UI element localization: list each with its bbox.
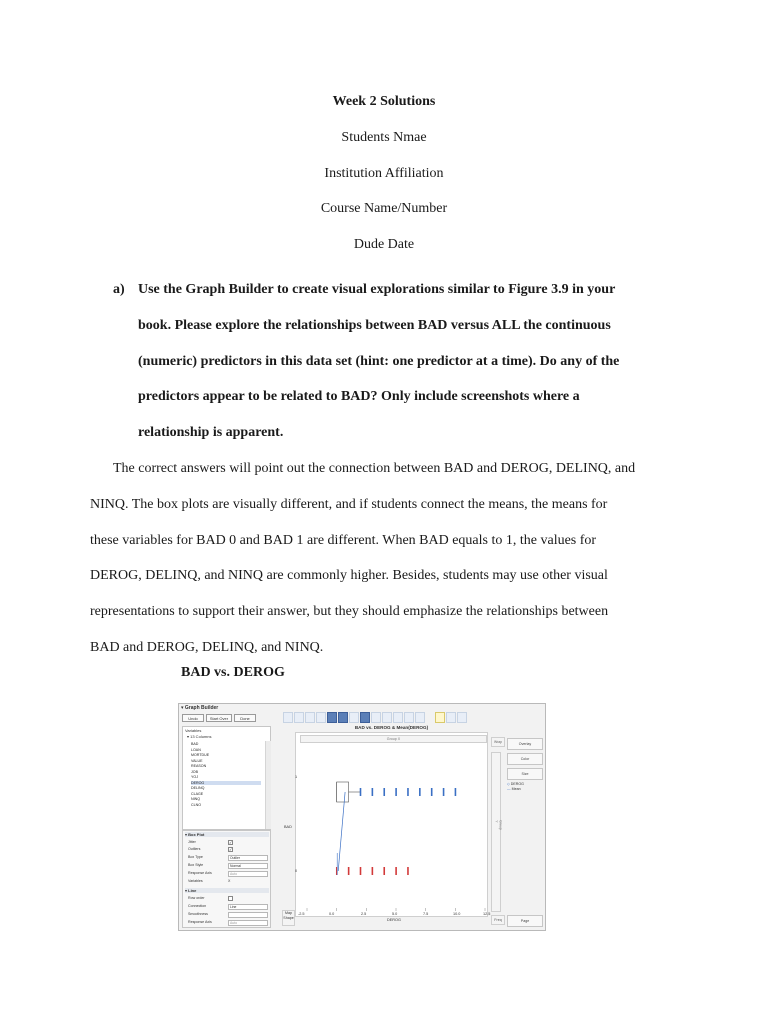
option-label: Connection	[188, 904, 207, 908]
window-title: ▾ Graph Builder	[181, 705, 219, 711]
column-item[interactable]: LOAN	[191, 747, 201, 752]
map-shape-zone[interactable]: Map Shape	[282, 910, 295, 926]
connection-select[interactable]: Line	[228, 904, 268, 910]
answer-line: DEROG, DELINQ, and NINQ are commonly higher. Besides, students may use other visual	[90, 568, 608, 584]
jitter-point	[395, 788, 397, 796]
size-button[interactable]: Size	[507, 768, 543, 780]
jitter-point	[383, 867, 385, 875]
option-label: Response Axis	[188, 871, 212, 875]
student-name: Students Nmae	[341, 130, 427, 145]
answer-line: these variables for BAD 0 and BAD 1 are different. When BAD equals to 1, the values for	[90, 532, 597, 548]
jitter-point	[407, 867, 409, 875]
course: Course Name/Number	[320, 201, 448, 216]
answer-line: BAD and DEROG, DELINQ, and NINQ.	[90, 639, 324, 655]
jitter-point	[348, 867, 350, 875]
y-tick-label: 1	[295, 775, 298, 779]
option-label: Box Style	[188, 863, 204, 867]
jitter-point	[431, 788, 433, 796]
institution: Institution Affiliation	[324, 166, 444, 181]
answer-line: NINQ. The box plots are visually different, and if students connect the means, the means for	[90, 496, 608, 512]
column-item[interactable]: CLNO	[191, 802, 201, 807]
column-item[interactable]: REASON	[191, 764, 207, 768]
jitter-point	[360, 867, 362, 875]
option-label: Outliers	[188, 847, 201, 851]
due-date: Dude Date	[353, 237, 415, 252]
column-item[interactable]: NINQ	[191, 797, 200, 801]
done-button[interactable]: Done	[234, 714, 256, 722]
page-button[interactable]: Page	[507, 915, 543, 927]
overlay-button[interactable]: Overlay	[507, 738, 543, 750]
jitter-point	[407, 788, 409, 796]
jitter-point	[443, 788, 445, 796]
y-axis-label: BAD	[284, 825, 292, 829]
column-item[interactable]: JOB	[191, 769, 198, 774]
box-plot-section[interactable]: ▾ Box Plot	[185, 832, 269, 837]
start-over-button[interactable]: Start Over	[206, 714, 232, 722]
page-title: Week 2 Solutions	[332, 94, 436, 109]
figure-caption: BAD vs. DEROG	[181, 665, 285, 680]
column-item[interactable]: CLAGE	[191, 791, 204, 796]
group-y-zone[interactable]: Group Y	[491, 752, 501, 912]
column-item[interactable]: DELINQ	[191, 786, 205, 790]
column-item[interactable]: BAD	[191, 742, 199, 746]
column-item[interactable]: YOJ	[191, 775, 198, 779]
jitter-point	[383, 788, 385, 796]
response-axis-select[interactable]: Auto	[228, 871, 268, 877]
option-label: Jitter	[188, 840, 196, 844]
jitter-point	[360, 788, 362, 796]
question-marker: a)	[113, 282, 125, 297]
color-button[interactable]: Color	[507, 753, 543, 765]
undo-button[interactable]: Undo	[182, 714, 204, 722]
option-label: Smoothness	[188, 912, 208, 916]
jitter-point	[395, 867, 397, 875]
outliers-checkbox[interactable]: ✓	[229, 847, 233, 852]
x-tick-label: -2.5	[298, 912, 305, 916]
x-tick-label: 12.5	[483, 912, 491, 916]
answer-paragraph	[90, 451, 690, 666]
y-tick-label: 0	[295, 869, 298, 873]
option-label: Box Type	[188, 855, 203, 859]
box-style-select[interactable]: Normal	[228, 863, 268, 869]
column-item-selected[interactable]: DEROG	[191, 781, 261, 785]
box-plot-box	[337, 782, 349, 802]
question-line: book. Please explore the relationships between BAD versus ALL the continuous	[138, 317, 611, 333]
jitter-point	[372, 867, 374, 875]
chart-marks	[179, 704, 545, 930]
jitter-point	[419, 788, 421, 796]
variables-label: Variables	[185, 728, 202, 733]
question-line: relationship is apparent.	[138, 425, 284, 441]
jitter-point	[372, 788, 374, 796]
jitter-point	[455, 788, 457, 796]
column-item[interactable]: VALUE	[191, 758, 203, 763]
columns-header: ▾ 13 Columns	[187, 734, 212, 739]
line-response-axis-select[interactable]: Auto	[228, 920, 268, 926]
freq-zone[interactable]: Freq	[491, 915, 505, 925]
question-line: Use the Graph Builder to create visual explorations similar to Figure 3.9 in your	[138, 282, 616, 297]
option-label: Response Axis	[188, 920, 212, 924]
box-type-select[interactable]: Outlier	[228, 855, 268, 861]
legend-item: — Mean	[507, 787, 521, 791]
x-tick-label: 5.0	[392, 912, 398, 916]
answer-line: representations to support their answer, but they should emphasize the relationships between	[90, 604, 609, 620]
question-a	[113, 272, 673, 451]
mean-line	[338, 792, 345, 871]
line-section[interactable]: ▾ Line	[185, 888, 269, 893]
graph-builder-screenshot	[178, 703, 546, 931]
group-x-zone[interactable]: Group X	[300, 735, 487, 743]
option-value: X	[228, 879, 231, 883]
question-line: (numeric) predictors in this data set (hint: one predictor at a time). Do any of the	[138, 353, 620, 369]
x-tick-label: 10.0	[453, 912, 461, 916]
legend-item: ◇ DEROG	[507, 782, 524, 786]
jitter-checkbox[interactable]: ✓	[229, 840, 233, 845]
chart-title: BAD vs. DEROG & Mean(DEROG)	[354, 725, 429, 730]
x-tick-label: 2.5	[361, 912, 367, 916]
column-item[interactable]: MORTDUE	[191, 753, 210, 757]
x-axis-label: DEROG	[387, 918, 401, 922]
option-label: Row order	[188, 896, 205, 900]
x-tick-label: 0.0	[329, 912, 335, 916]
option-label: Variables	[188, 879, 203, 883]
answer-line: The correct answers will point out the connection between BAD and DEROG, DELINQ, and	[113, 461, 636, 476]
question-line: predictors appear to be related to BAD? Only include screenshots where a	[138, 389, 580, 405]
x-tick-label: 7.5	[423, 912, 429, 916]
wrap-zone[interactable]: Wrap	[491, 737, 505, 747]
